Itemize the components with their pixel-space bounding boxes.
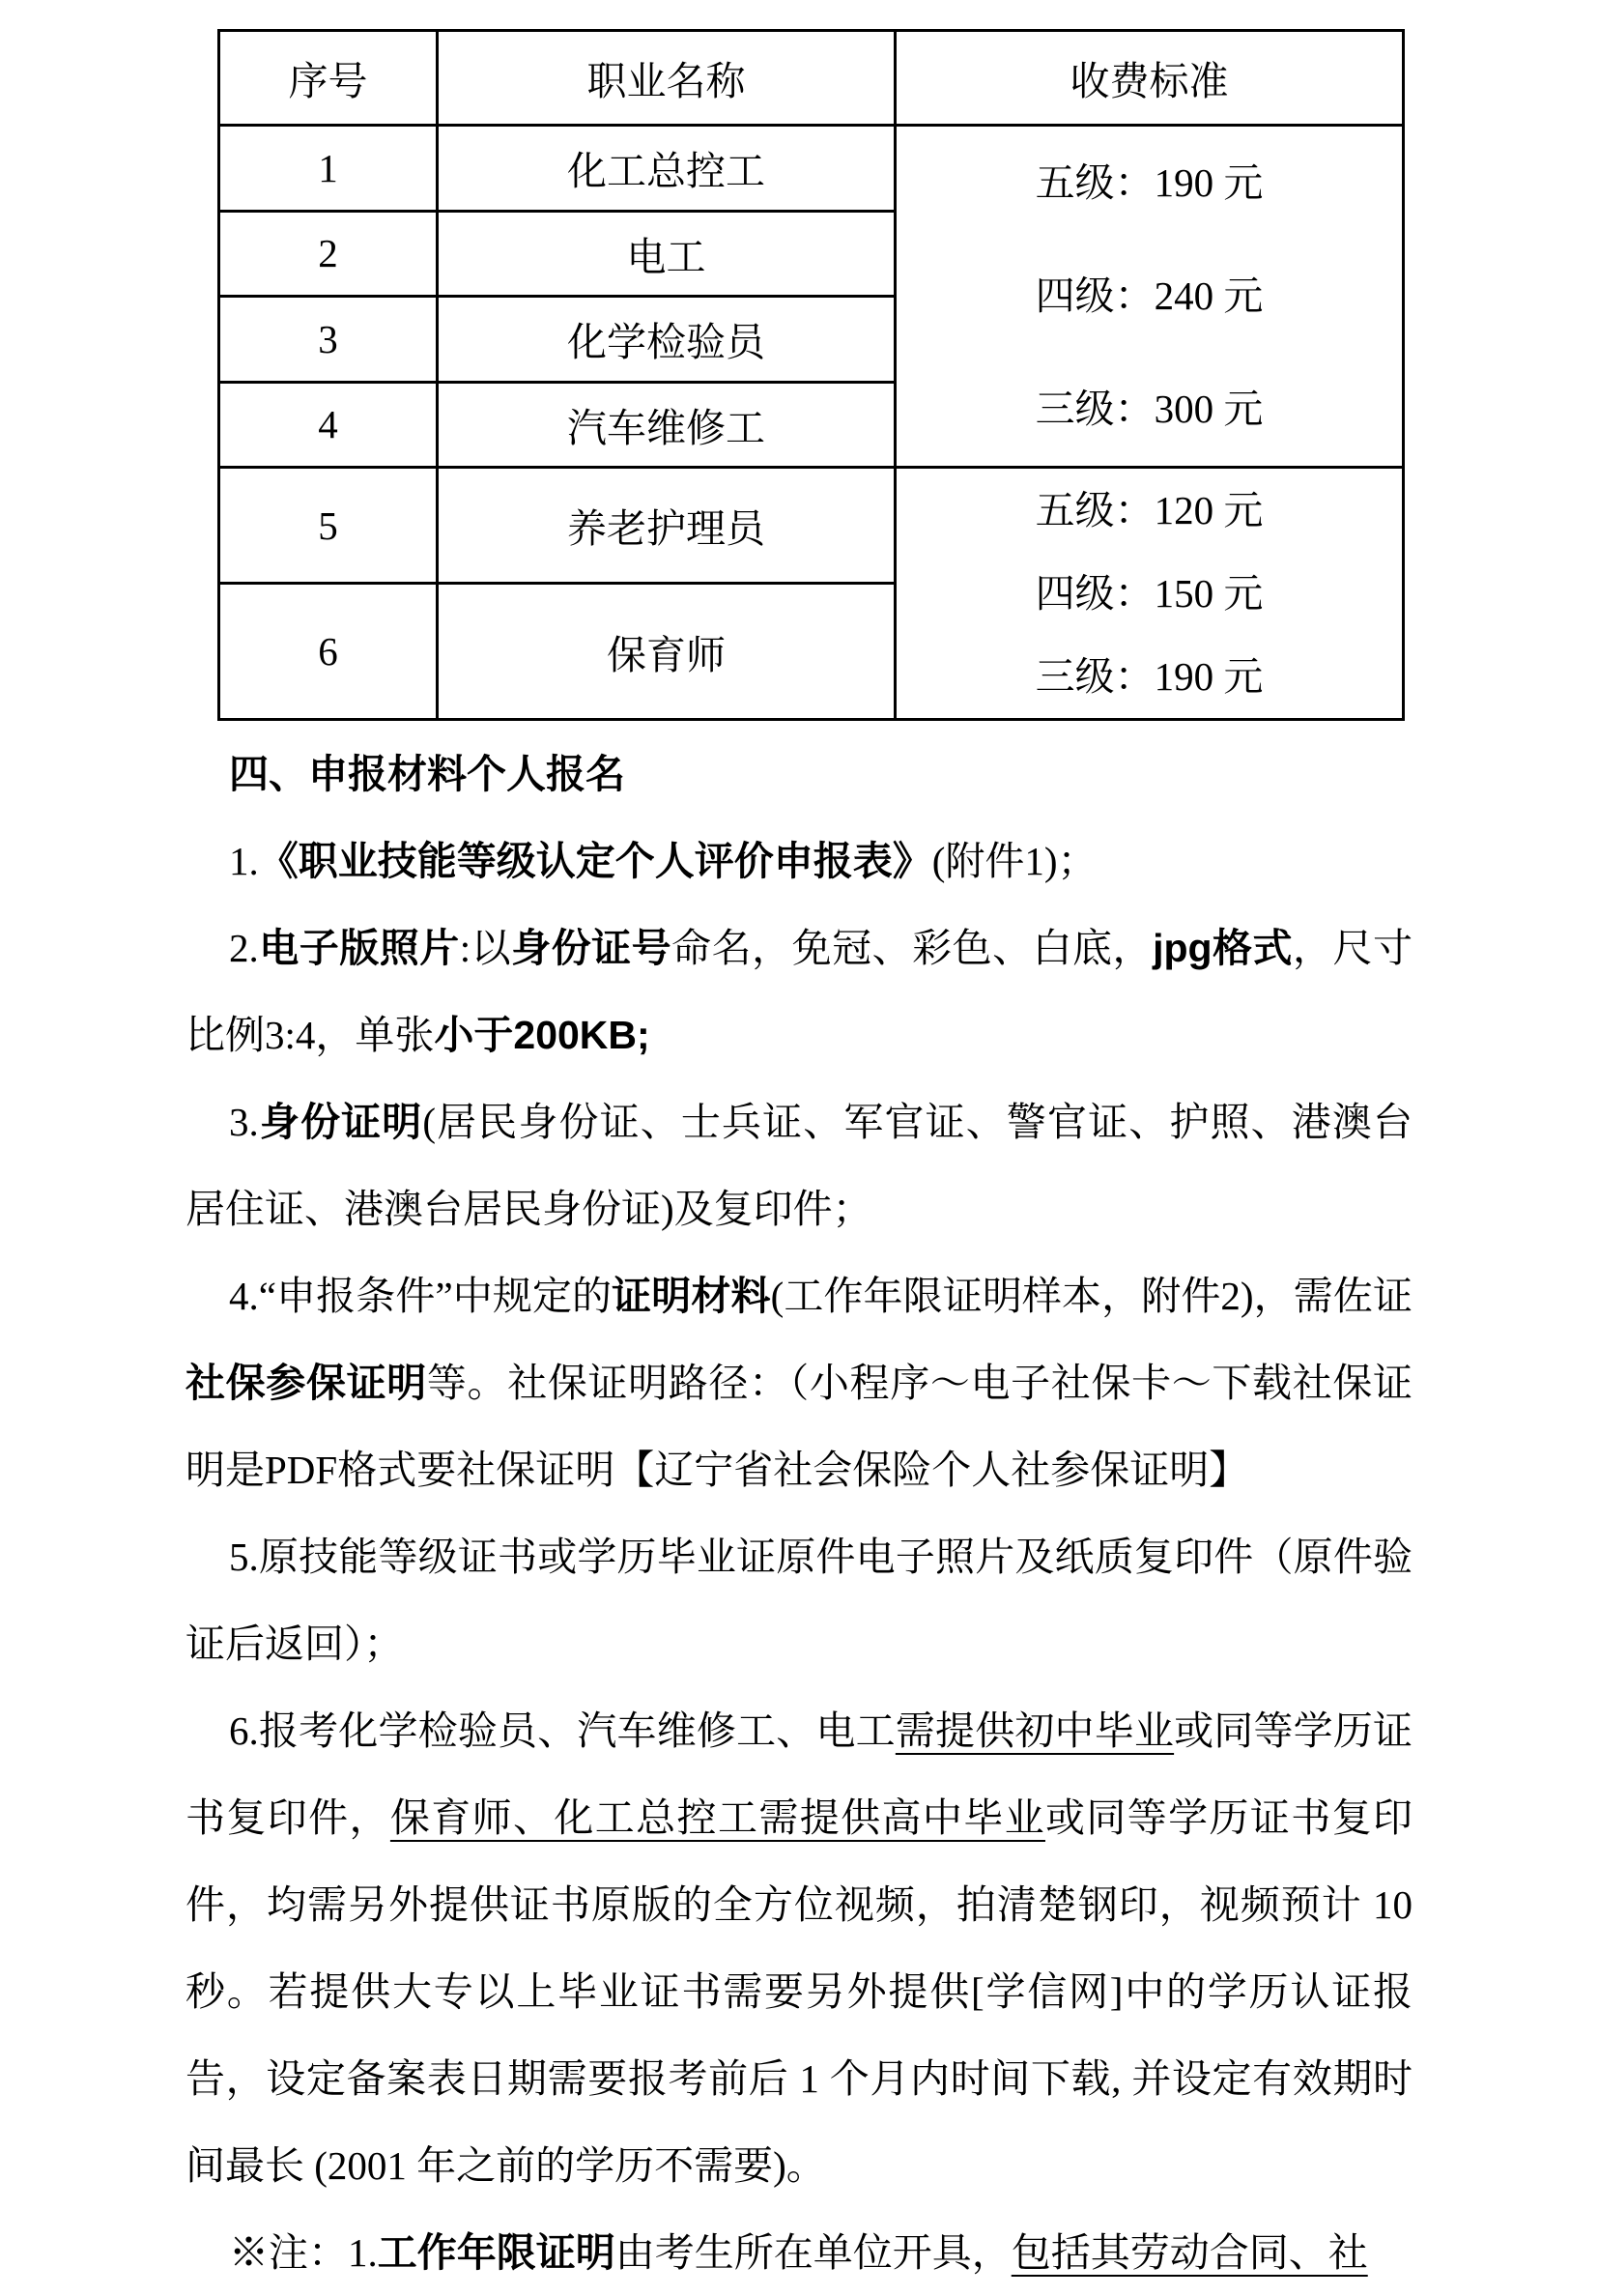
text-segment: 证明材料 [612,1274,771,1318]
paragraph [185,904,1413,1078]
row-no-cell: 3 [219,297,438,383]
text-segment: 命名，免冠、彩色、白底， [671,926,1154,970]
section-heading: 四、申报材料个人报名 [229,752,625,796]
text-segment: jpg格式 [1153,926,1294,970]
text-segment: 等。社保证明路径：（小程序～电子社保卡～下载社保证明是PDF格式要社保证明【辽宁省社会保险个人社参保证明】 [185,1361,1413,1492]
text-segment: 3. [229,1100,259,1144]
text-segment: 工作年限证明 [377,2230,615,2275]
fee-standard-cell [896,126,1404,468]
row-no-cell: 2 [219,211,438,297]
fee-standard-cell [896,468,1404,720]
paragraph [185,1687,1413,2209]
text-segment: ，尺寸比例3:4，单张 [185,926,1413,1057]
text-segment: (居民身份证、士兵证、军官证、警官证、护照、港澳台居住证、港澳台居民身份证)及复印件； [185,1100,1413,1231]
text-segment: 《职业技能等级认定个人评价申报表》 [258,839,932,883]
paragraph [185,1252,1413,1513]
fee-lines [897,127,1402,466]
text-segment: 需提供初中毕业 [895,1708,1175,1753]
text-segment: 身份证号 [511,926,672,970]
fee-line: 三级：190 元 [1035,654,1264,699]
fee-line: 四级：150 元 [1035,571,1264,616]
text-segment: ※注：1. [229,2230,378,2275]
text-segment: 6.报考化学检验员、汽车维修工、电工 [229,1708,896,1753]
paragraph [185,1078,1413,1252]
text-segment: 4.“申报条件”中规定的 [229,1274,613,1318]
text-segment: 身份证明 [258,1100,423,1144]
occupation-cell: 养老护理员 [438,468,896,584]
fee-line: 四级：240 元 [1035,273,1264,318]
col-header-occupation: 职业名称 [438,31,896,126]
text-segment: :以 [459,926,512,970]
table-row [219,468,1404,584]
text-segment: 保育师、化工总控工需提供高中毕业 [389,1795,1045,1840]
text-segment: 或同等学历证书复印件，均需另外提供证书原版的全方位视频，拍清楚钢印，视频预计 10 秒。若提供大专以上毕业证书需要另外提供[学信网]中的学历认证报告，设定备案表日期需要报考前后 1 个月内时间下载, 并设定有效期时间最长 (2001 年之前的学历不需要)。 [185,1795,1413,2188]
fee-table [217,29,1405,721]
text-segment: 电子版照片 [258,926,460,970]
row-no-cell: 1 [219,126,438,212]
col-header-no: 序号 [219,31,438,126]
paragraph [185,818,1413,904]
text-segment: (工作年限证明样本，附件2)，需佐证 [770,1274,1413,1318]
text-segment: 小于200KB; [434,1013,650,1057]
text-segment: 5.原技能等级证书或学历毕业证原件电子照片及纸质复印件（原件验证后返回）； [185,1535,1413,1666]
text-segment: (附件1)； [931,839,1098,883]
paragraph [185,1513,1413,1687]
fee-table-body [219,126,1404,720]
document-body [185,731,1413,2296]
fee-lines [897,469,1402,718]
occupation-cell: 化学检验员 [438,297,896,383]
text-segment: 社保参保证明 [185,1361,427,1405]
text-segment: 或同等学历证书复印件， [185,1708,1413,1840]
fee-line: 五级：120 元 [1035,488,1264,532]
fee-line: 三级：300 元 [1035,387,1264,431]
paragraph [185,2209,1413,2296]
paragraph-list [185,818,1413,2296]
text-segment: 2. [229,926,259,970]
row-no-cell: 4 [219,382,438,468]
occupation-cell: 保育师 [438,584,896,720]
occupation-cell: 电工 [438,211,896,297]
col-header-fee: 收费标准 [896,31,1404,126]
text-segment: 包括其劳动合同、社 [1011,2230,1368,2275]
row-no-cell: 5 [219,468,438,584]
fee-line: 五级：190 元 [1035,160,1264,205]
occupation-cell: 汽车维修工 [438,382,896,468]
occupation-cell: 化工总控工 [438,126,896,212]
table-header-row [219,31,1404,126]
row-no-cell: 6 [219,584,438,720]
text-segment: 由考生所在单位开具， [614,2230,1012,2275]
table-row [219,126,1404,212]
text-segment: 1. [229,839,259,883]
